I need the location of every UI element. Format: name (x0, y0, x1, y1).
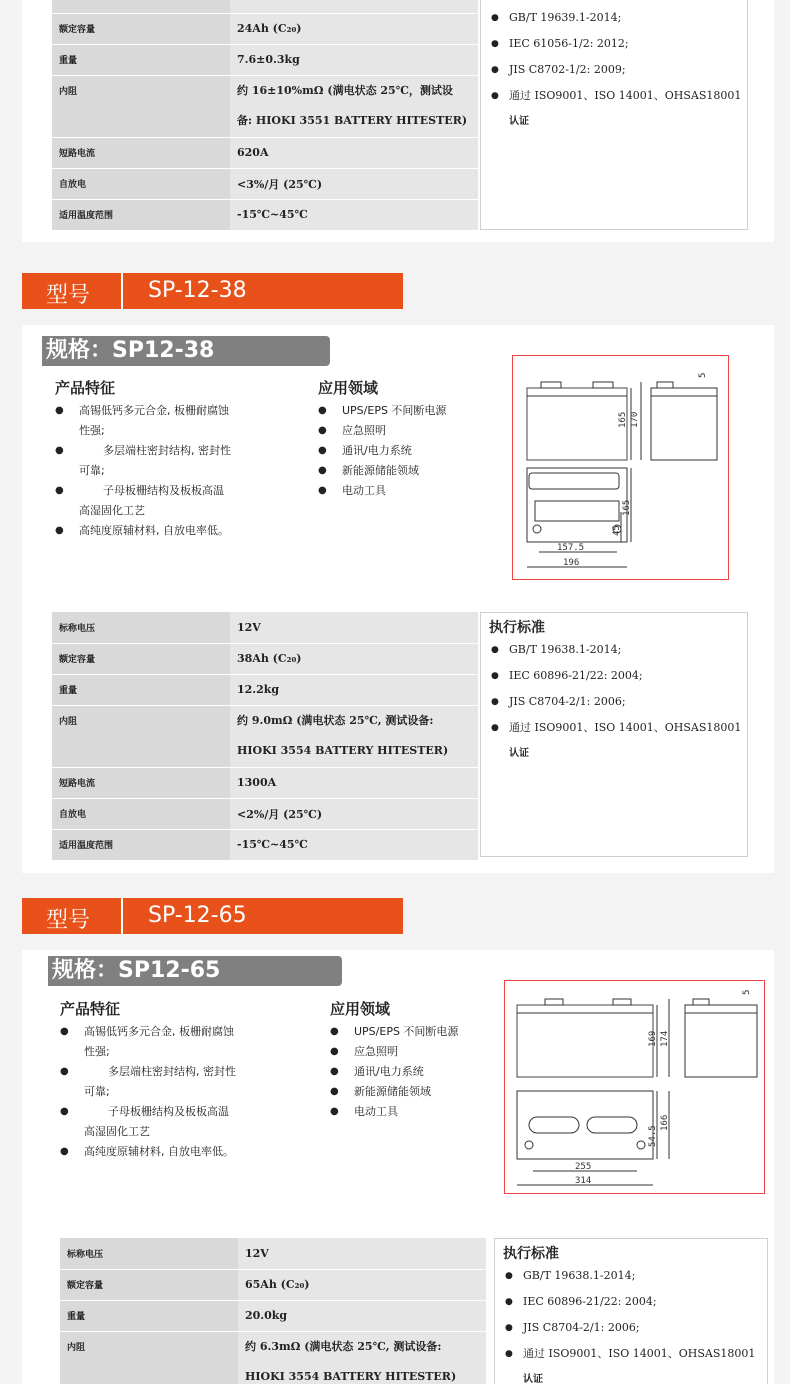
list-item: ● 通过 ISO9001、ISO 14001、OHSAS18001 认证 (505, 1341, 755, 1384)
list-item: ● IEC 60896-21/22: 2004; (491, 663, 741, 689)
list-item: ● GB/T 19638.1-2014; (505, 1263, 755, 1289)
row-label: 自放电 (52, 798, 230, 829)
row-label: 内阻 (52, 75, 230, 137)
row-label: 额定容量 (60, 1269, 238, 1300)
standards-title: 执行标准 (503, 1246, 559, 1262)
table-row (52, 13, 478, 44)
table-row (52, 674, 478, 705)
row-label: 重量 (52, 674, 230, 705)
spec-model: SP12-65 (118, 958, 221, 983)
spec-table (60, 1238, 486, 1384)
svg-text:314: 314 (575, 1176, 592, 1186)
divider (121, 898, 123, 934)
row-value: 约 9.0mΩ (满电状态 25℃, 测试设备: HIOKI 3554 BATTERY HITESTER) (230, 705, 478, 767)
list-item: ● UPS/EPS 不间断电源 (318, 401, 498, 421)
list-item: ● GB/T 19639.1-2014; (491, 5, 741, 31)
row-label: 额定容量 (52, 13, 230, 44)
svg-text:174: 174 (660, 1030, 670, 1047)
list-item: ● GB/T 19638.1-2014; (491, 637, 741, 663)
dimension-drawing (504, 980, 765, 1194)
row-value: -15℃~45℃ (230, 829, 478, 860)
features-list (60, 1022, 310, 1162)
row-value: 7.6±0.3kg (230, 44, 478, 75)
list-item: 性强; (84, 1045, 110, 1058)
list-item: ● 电动工具 (318, 481, 498, 501)
row-label: 内阻 (60, 1331, 238, 1384)
table-row (52, 75, 478, 137)
applications-list (330, 1022, 510, 1122)
svg-text:45: 45 (612, 525, 622, 536)
table-row (52, 829, 478, 860)
top-spec-table (52, 0, 478, 231)
table-row (52, 137, 478, 168)
list-item: ● 新能源储能领域 (330, 1082, 510, 1102)
svg-text:165: 165 (622, 499, 632, 516)
row-value: 38Ah (C₂₀) (230, 643, 478, 674)
list-item: ● 子母板栅结构及板板高温 (60, 1102, 310, 1122)
row-label: 重量 (60, 1300, 238, 1331)
standards-box (494, 1238, 768, 1384)
spec-banner (42, 336, 330, 366)
table-row (60, 1300, 486, 1331)
row-value: 65Ah (C₂₀) (238, 1269, 486, 1300)
row-value: 约 6.3mΩ (满电状态 25℃, 测试设备: HIOKI 3554 BATTERY HITESTER) (238, 1331, 486, 1384)
features-title: 产品特征 (60, 1000, 121, 1018)
row-value: 约 16±10%mΩ (满电状态 25℃，测试设 备: HIOKI 3551 BATTERY HITESTER) (230, 75, 478, 137)
row-label: 适用温度范围 (52, 829, 230, 860)
dimension-drawing (512, 355, 729, 580)
svg-text:5: 5 (742, 989, 752, 995)
applications-title: 应用领域 (330, 1000, 391, 1018)
list-item: ● IEC 60896-21/22: 2004; (505, 1289, 755, 1315)
divider (121, 273, 123, 309)
table-row (60, 1269, 486, 1300)
features-title: 产品特征 (55, 379, 116, 397)
list-item: ● JIS C8704-2/1: 2006; (491, 689, 741, 715)
spec-banner (48, 956, 342, 986)
table-row (52, 798, 478, 829)
applications-title: 应用领域 (318, 379, 379, 397)
table-row (52, 767, 478, 798)
list-item: ● 子母板栅结构及板板高温 (55, 481, 305, 501)
list-item: ● UPS/EPS 不间断电源 (330, 1022, 510, 1042)
row-value: 1300A (230, 767, 478, 798)
list-item: ● 多层端柱密封结构, 密封性 (60, 1062, 310, 1082)
standards-title: 执行标准 (489, 620, 545, 636)
spec-key: 规格： (46, 338, 113, 363)
table-row (52, 44, 478, 75)
svg-text:169: 169 (648, 1030, 658, 1047)
list-item: ● IEC 61056-1/2: 2012; (491, 31, 741, 57)
row-label: 标称电压 (52, 612, 230, 643)
list-item: ● 高锡低钙多元合金, 板栅耐腐蚀 (60, 1022, 310, 1042)
list-item: 高湿固化工艺 (84, 1125, 150, 1138)
svg-text:255: 255 (575, 1162, 592, 1172)
svg-text:170: 170 (630, 411, 640, 428)
table-row (52, 199, 478, 230)
row-value: <2%/月 (25℃) (230, 798, 478, 829)
table-row (52, 612, 478, 643)
svg-text:165: 165 (618, 411, 628, 428)
spec-model: SP12-38 (112, 338, 215, 363)
row-label: 自放电 (52, 168, 230, 199)
list-item: ● JIS C8704-2/1: 2006; (505, 1315, 755, 1341)
row-label: 额定容量 (52, 643, 230, 674)
table-row (52, 0, 478, 13)
list-item: ● 通讯/电力系统 (330, 1062, 510, 1082)
table-row (60, 1238, 486, 1269)
model-header (22, 273, 403, 309)
list-item: ● 通过 ISO9001、ISO 14001、OHSAS18001 认证 (491, 83, 741, 135)
list-item: ● 通过 ISO9001、ISO 14001、OHSAS18001 认证 (491, 715, 741, 767)
row-label: 适用温度范围 (52, 199, 230, 230)
list-item: ● 应急照明 (318, 421, 498, 441)
list-item: ● 新能源储能领域 (318, 461, 498, 481)
list-item: ● 应急照明 (330, 1042, 510, 1062)
table-row (52, 168, 478, 199)
list-item: ● 高纯度原辅材料, 自放电率低。 (60, 1142, 310, 1162)
list-item: 可靠; (79, 464, 105, 477)
table-row (52, 705, 478, 767)
row-value: -15℃~45℃ (230, 199, 478, 230)
model-name: SP-12-65 (148, 903, 247, 928)
row-value: 20.0kg (238, 1300, 486, 1331)
list-item: 性强; (79, 424, 105, 437)
table-row (52, 643, 478, 674)
row-label: 短路电流 (52, 137, 230, 168)
model-name: SP-12-38 (148, 278, 247, 303)
spec-table (52, 612, 478, 861)
row-value: 12V (230, 612, 478, 643)
list-item: ● 多层端柱密封结构, 密封性 (55, 441, 305, 461)
list-item: ● 电动工具 (330, 1102, 510, 1122)
list-item: 高湿固化工艺 (79, 504, 145, 517)
list-item: 可靠; (84, 1085, 110, 1098)
row-value: 24Ah (C₂₀) (230, 13, 478, 44)
row-value: 12.2kg (230, 674, 478, 705)
row-label: 标称电压 (60, 1238, 238, 1269)
svg-text:157.5: 157.5 (557, 543, 585, 553)
model-header (22, 898, 403, 934)
svg-text:196: 196 (563, 558, 580, 568)
row-label: 短路电流 (52, 767, 230, 798)
applications-list (318, 401, 498, 501)
row-label: 内阻 (52, 705, 230, 767)
row-value: 620A (230, 137, 478, 168)
row-value: 12V (238, 1238, 486, 1269)
list-item: ● 高锡低钙多元合金, 板栅耐腐蚀 (55, 401, 305, 421)
list-item: ● 高纯度原辅材料, 自放电率低。 (55, 521, 305, 541)
svg-text:54.5: 54.5 (648, 1125, 658, 1147)
svg-text:166: 166 (660, 1114, 670, 1131)
list-item: ● 通讯/电力系统 (318, 441, 498, 461)
model-header-label: 型号 (46, 908, 91, 933)
svg-text:5: 5 (698, 372, 708, 378)
list-item: ● JIS C8702-1/2: 2009; (491, 57, 741, 83)
standards-box (480, 612, 748, 857)
row-label: 重量 (52, 44, 230, 75)
top-standards-box (480, 0, 748, 230)
features-list (55, 401, 305, 541)
spec-key: 规格： (52, 958, 119, 983)
model-header-label: 型号 (46, 283, 91, 308)
row-value: <3%/月 (25℃) (230, 168, 478, 199)
table-row (60, 1331, 486, 1384)
